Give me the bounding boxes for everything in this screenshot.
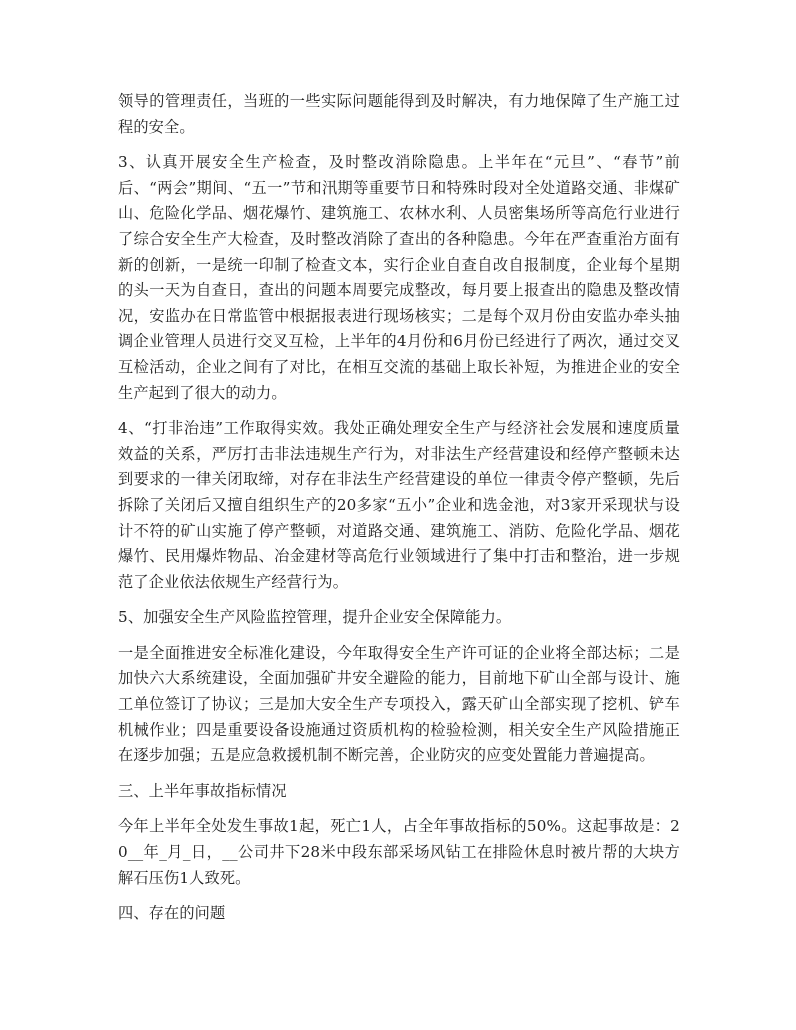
paragraph-safety-inspection: 3、认真开展安全生产检查，及时整改消除隐患。上半年在“元旦”、“春节”前后、“两会”期间、“五一”节和汛期等重要节日和特殊时段对全处道路交通、非煤矿山、危险化学品、烟花爆竹、建筑施工、农林水利、人员密集场所等高危行业进行了综合安全生产大检查，及时整改消除了查出的各种隐患。今年在严查重治方面有新的创新，一是统一印制了检查文本，实行企业自查自改自报制度，企业每个星期的头一天为自查日，查出的问题本周要完成整改，每月要上报查出的隐患及整改情况，安监办在日常监管中根据报表进行现场核实；二是每个双月份由安监办牵头抽调企业管理人员进行交叉互检，上半年的4月份和6月份已经进行了两次，通过交叉互检活动，企业之间有了对比，在相互交流的基础上取长补短，为推进企业的安全生产起到了很大的动力。 <box>118 153 680 402</box>
paragraph-risk-monitoring-detail: 一是全面推进安全标准化建设，今年取得安全生产许可证的企业将全部达标；二是加快六大系统建设，全面加强矿井安全避险的能力，目前地下矿山全部与设计、施工单位签订了协议；三是加大安全生产专项投入，露天矿山全部实现了挖机、铲车机械作业；四是重要设备设施通过资质机构的检验检测，相关安全生产风险措施正在逐步加强；五是应急救援机制不断完善，企业防灾的应变处置能力普遍提高。 <box>118 643 680 765</box>
section-heading-problems: 四、存在的问题 <box>118 904 226 923</box>
document-page <box>118 89 680 937</box>
paragraph-continuation: 领导的管理责任，当班的一些实际问题能得到及时解决，有力地保障了生产施工过程的安全。 <box>118 92 680 136</box>
paragraph-crackdown: 4、“打非治违”工作取得实效。我处正确处理安全生产与经济社会发展和速度质量效益的关系，严厉打击非法违规生产行为，对非法生产经营建设和经停产整顿未达到要求的一律关闭取缔，对存在非法生产经营建设的单位一律责令停产整顿，先后拆除了关闭后又擅自组织生产的20多家“五小”企业和选金池，对3家开采现状与设计不符的矿山实施了停产整顿，对道路交通、建筑施工、消防、危险化学品、烟花爆竹、民用爆炸物品、冶金建材等高危行业领域进行了集中打击和整治，进一步规范了企业依法依规生产经营行为。 <box>118 419 680 591</box>
section-heading-accidents: 三、上半年事故指标情况 <box>118 781 287 800</box>
paragraph-risk-monitoring-title: 5、加强安全生产风险监控管理，提升企业安全保障能力。 <box>118 608 512 627</box>
paragraph-accident-details: 今年上半年全处发生事故1起，死亡1人，占全年事故指标的50%。这起事故是：20__年_月_日，__公司井下28米中段东部采场风钻工在排险休息时被片帮的大块方解石压伤1人致死。 <box>118 817 680 887</box>
